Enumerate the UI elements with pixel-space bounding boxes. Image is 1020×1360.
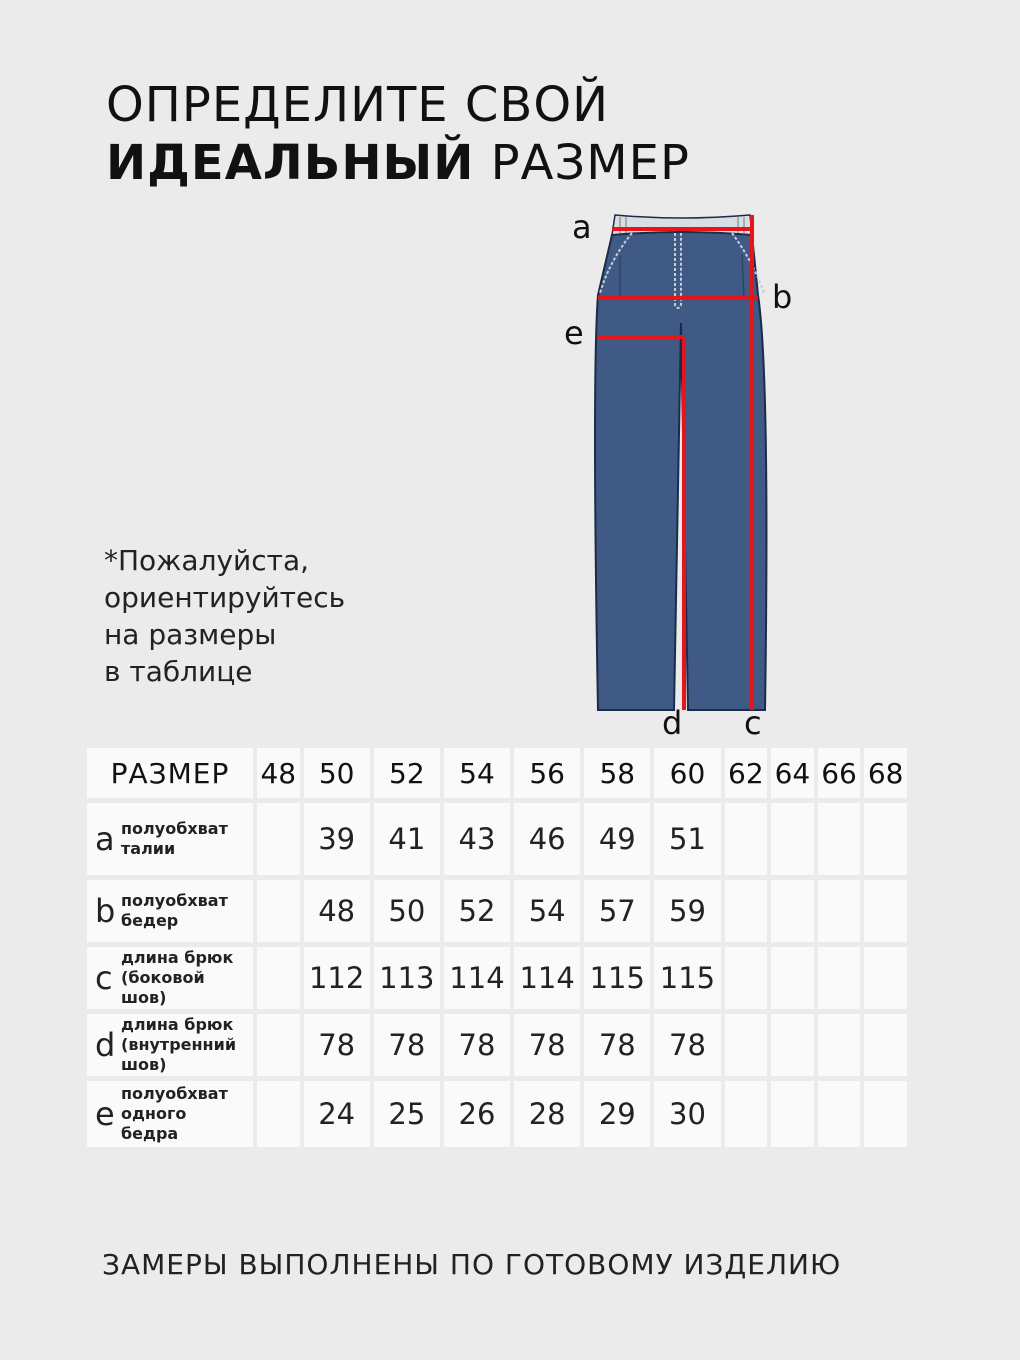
size-header-cell: 64 xyxy=(771,748,814,798)
label-c: c xyxy=(744,704,762,742)
value-cell xyxy=(725,1014,768,1076)
value-cell xyxy=(864,1014,907,1076)
table-row xyxy=(87,1014,907,1076)
label-b: b xyxy=(772,278,793,316)
size-header-cell: 52 xyxy=(374,748,440,798)
row-label xyxy=(87,947,253,1009)
trousers-diagram xyxy=(560,205,800,745)
value-cell xyxy=(257,1014,300,1076)
row-description-line: (боковой xyxy=(121,968,205,987)
row-letter: a xyxy=(95,820,115,858)
value-cell: 78 xyxy=(374,1014,440,1076)
value-cell: 114 xyxy=(444,947,510,1009)
title-line-2-rest: РАЗМЕР xyxy=(474,135,690,191)
label-a: a xyxy=(572,208,592,246)
value-cell xyxy=(818,803,861,875)
row-letter: d xyxy=(95,1026,116,1064)
size-header-cell: 60 xyxy=(654,748,720,798)
table-row xyxy=(87,880,907,942)
value-cell xyxy=(864,880,907,942)
value-cell xyxy=(725,803,768,875)
value-cell: 48 xyxy=(304,880,370,942)
row-description-line: длина брюк xyxy=(121,948,234,967)
value-cell: 112 xyxy=(304,947,370,1009)
value-cell xyxy=(771,1081,814,1147)
row-description-line: шов) xyxy=(121,988,167,1007)
value-cell: 39 xyxy=(304,803,370,875)
value-cell: 115 xyxy=(654,947,720,1009)
value-cell xyxy=(725,1081,768,1147)
row-letter: b xyxy=(95,892,116,930)
table-row xyxy=(87,803,907,875)
value-cell xyxy=(771,947,814,1009)
value-cell: 51 xyxy=(654,803,720,875)
value-cell xyxy=(864,947,907,1009)
value-cell xyxy=(725,880,768,942)
title-line-2-bold: ИДЕАЛЬНЫЙ xyxy=(106,135,475,191)
value-cell xyxy=(257,803,300,875)
value-cell: 78 xyxy=(444,1014,510,1076)
value-cell: 26 xyxy=(444,1081,510,1147)
value-cell xyxy=(257,880,300,942)
value-cell: 52 xyxy=(444,880,510,942)
size-header-cell: 62 xyxy=(725,748,768,798)
note-line-4: в таблице xyxy=(104,655,253,688)
value-cell: 57 xyxy=(584,880,650,942)
page-title xyxy=(106,76,690,192)
row-description-line: полуобхват xyxy=(121,891,228,910)
table-row xyxy=(87,947,907,1009)
value-cell: 43 xyxy=(444,803,510,875)
note-line-3: на размеры xyxy=(104,618,277,651)
value-cell xyxy=(257,947,300,1009)
value-cell: 78 xyxy=(584,1014,650,1076)
row-description-line: талии xyxy=(121,839,176,858)
row-label xyxy=(87,803,253,875)
row-description-line: одного xyxy=(121,1104,187,1123)
size-header-row xyxy=(87,748,907,798)
value-cell xyxy=(864,803,907,875)
row-description-line: (внутренний xyxy=(121,1035,237,1054)
value-cell: 30 xyxy=(654,1081,720,1147)
row-description-line: полуобхват xyxy=(121,1084,228,1103)
row-label xyxy=(87,1014,253,1076)
value-cell: 25 xyxy=(374,1081,440,1147)
row-label xyxy=(87,880,253,942)
size-table xyxy=(83,743,911,1152)
size-header-cell: 66 xyxy=(818,748,861,798)
value-cell xyxy=(771,880,814,942)
row-description xyxy=(121,1015,236,1075)
value-cell xyxy=(864,1081,907,1147)
value-cell: 113 xyxy=(374,947,440,1009)
footer-note: ЗАМЕРЫ ВЫПОЛНЕНЫ ПО ГОТОВОМУ ИЗДЕЛИЮ xyxy=(102,1248,842,1281)
title-line-1: ОПРЕДЕЛИТЕ СВОЙ xyxy=(106,77,610,133)
value-cell xyxy=(818,880,861,942)
row-description-line: бедра xyxy=(121,1124,179,1143)
row-label xyxy=(87,1081,253,1147)
value-cell: 50 xyxy=(374,880,440,942)
size-header-label: РАЗМЕР xyxy=(87,748,253,798)
row-letter: e xyxy=(95,1095,115,1133)
size-header-cell: 50 xyxy=(304,748,370,798)
value-cell: 78 xyxy=(654,1014,720,1076)
value-cell: 78 xyxy=(304,1014,370,1076)
row-description xyxy=(121,948,233,1008)
value-cell xyxy=(771,803,814,875)
value-cell: 49 xyxy=(584,803,650,875)
value-cell: 41 xyxy=(374,803,440,875)
row-description xyxy=(121,819,228,859)
value-cell xyxy=(818,1081,861,1147)
value-cell xyxy=(725,947,768,1009)
value-cell: 28 xyxy=(514,1081,580,1147)
size-header-cell: 54 xyxy=(444,748,510,798)
row-description-line: бедер xyxy=(121,911,179,930)
label-e: e xyxy=(564,314,584,352)
table-row xyxy=(87,1081,907,1147)
row-description-line: длина брюк xyxy=(121,1015,234,1034)
row-letter: c xyxy=(95,959,113,997)
note-line-2: ориентируйтесь xyxy=(104,581,346,614)
value-cell: 24 xyxy=(304,1081,370,1147)
value-cell: 54 xyxy=(514,880,580,942)
row-description xyxy=(121,1084,228,1144)
size-header-cell: 68 xyxy=(864,748,907,798)
value-cell: 46 xyxy=(514,803,580,875)
row-description-line: полуобхват xyxy=(121,819,228,838)
size-note xyxy=(104,542,345,690)
size-header-cell: 48 xyxy=(257,748,300,798)
value-cell xyxy=(257,1081,300,1147)
value-cell: 59 xyxy=(654,880,720,942)
row-description-line: шов) xyxy=(121,1055,167,1074)
value-cell xyxy=(818,1014,861,1076)
row-description xyxy=(121,891,228,931)
trousers-illustration xyxy=(560,205,800,745)
value-cell: 29 xyxy=(584,1081,650,1147)
value-cell: 115 xyxy=(584,947,650,1009)
value-cell xyxy=(771,1014,814,1076)
size-header-cell: 58 xyxy=(584,748,650,798)
size-header-cell: 56 xyxy=(514,748,580,798)
value-cell xyxy=(818,947,861,1009)
label-d: d xyxy=(662,704,683,742)
value-cell: 114 xyxy=(514,947,580,1009)
note-line-1: *Пожалуйста, xyxy=(104,544,309,577)
value-cell: 78 xyxy=(514,1014,580,1076)
